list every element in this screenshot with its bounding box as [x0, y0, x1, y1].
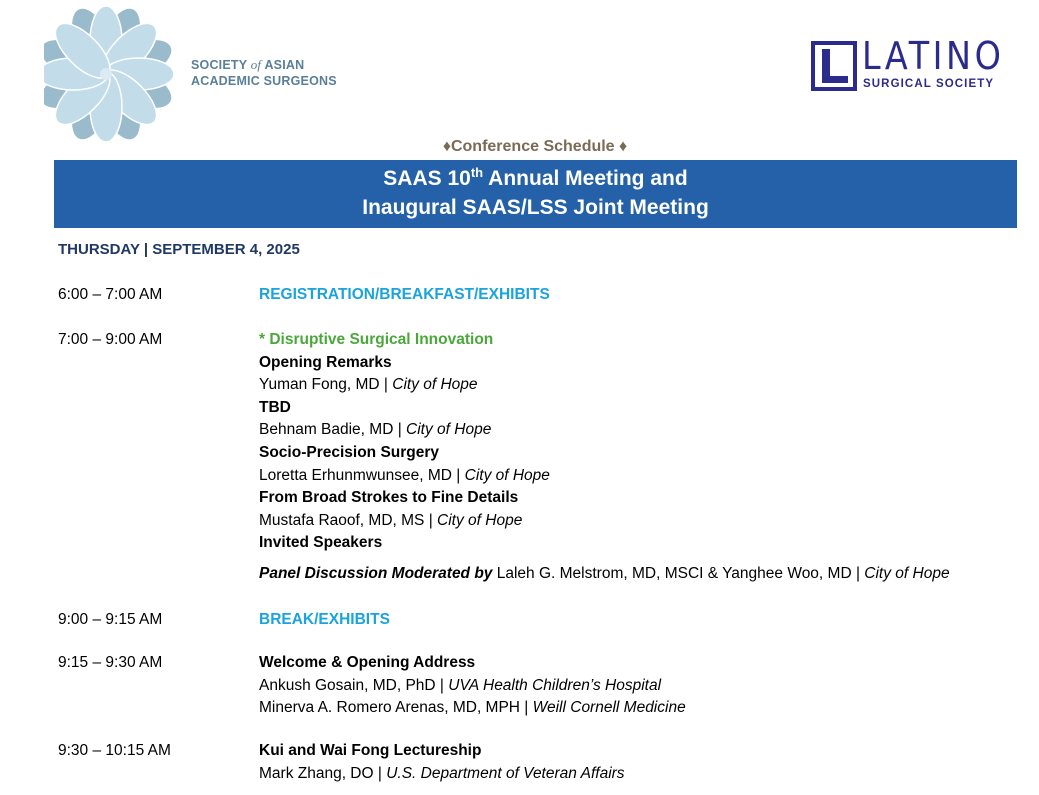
invited-speakers-label: Invited Speakers	[259, 534, 383, 552]
talk-speaker: Behnam Badie, MD | City of Hope	[259, 421, 492, 439]
saas-name-line2: ACADEMIC SURGEONS	[191, 74, 337, 88]
session-time: 9:30 – 10:15 AM	[58, 742, 171, 759]
l-block-icon	[810, 40, 858, 92]
lss-subtitle: SURGICAL SOCIETY	[863, 78, 995, 90]
lss-logo	[808, 36, 1008, 96]
session-content	[259, 329, 1019, 586]
talk-title: Socio-Precision Surgery	[259, 443, 440, 461]
session-theme: * Disruptive Surgical Innovation	[259, 331, 494, 348]
session-title: BREAK/EXHIBITS	[259, 611, 390, 628]
talk-speaker: Loretta Erhunmwunsee, MD | City of Hope	[259, 466, 550, 484]
session-content	[259, 740, 1019, 785]
lss-wordmark: LATINO	[862, 34, 1005, 78]
banner-line-1: SAAS 10th Annual Meeting and	[383, 165, 688, 190]
session-content	[259, 652, 1019, 720]
session-time: 6:00 – 7:00 AM	[58, 286, 163, 303]
talk-speaker: Ankush Gosain, MD, PhD | UVA Health Children’s Hospital	[259, 676, 662, 694]
lotus-flower-icon	[44, 4, 184, 144]
talk-speaker: Mustafa Raoof, MD, MS | City of Hope	[259, 511, 523, 529]
saas-name-line1: SOCIETY of ASIAN	[191, 57, 305, 72]
conference-schedule-label: ♦Conference Schedule ♦	[442, 138, 628, 155]
talk-title: Opening Remarks	[259, 353, 392, 371]
banner-line-2: Inaugural SAAS/LSS Joint Meeting	[362, 196, 709, 219]
panel-discussion: Panel Discussion Moderated by Laleh G. Melstrom, MD, MSCI & Yanghee Woo, MD | City of Hope	[259, 564, 950, 582]
session-time: 7:00 – 9:00 AM	[58, 331, 163, 348]
talk-speaker: Yuman Fong, MD | City of Hope	[259, 376, 478, 394]
talk-speaker: Mark Zhang, DO | U.S. Department of Veteran Affairs	[259, 764, 625, 782]
talk-title: From Broad Strokes to Fine Details	[259, 489, 519, 507]
session-title: REGISTRATION/BREAKFAST/EXHIBITS	[259, 286, 550, 303]
talk-title: TBD	[259, 398, 291, 416]
saas-logo	[44, 4, 384, 144]
session-title: Kui and Wai Fong Lectureship	[259, 742, 482, 759]
meeting-title-banner	[54, 160, 1017, 228]
day-heading: THURSDAY | SEPTEMBER 4, 2025	[58, 241, 300, 258]
talk-speaker: Minerva A. Romero Arenas, MD, MPH | Weill Cornell Medicine	[259, 699, 686, 717]
session-title: Welcome & Opening Address	[259, 654, 476, 671]
session-content	[259, 284, 1019, 307]
session-time: 9:00 – 9:15 AM	[58, 611, 163, 628]
session-time: 9:15 – 9:30 AM	[58, 654, 163, 671]
session-content	[259, 609, 1019, 632]
